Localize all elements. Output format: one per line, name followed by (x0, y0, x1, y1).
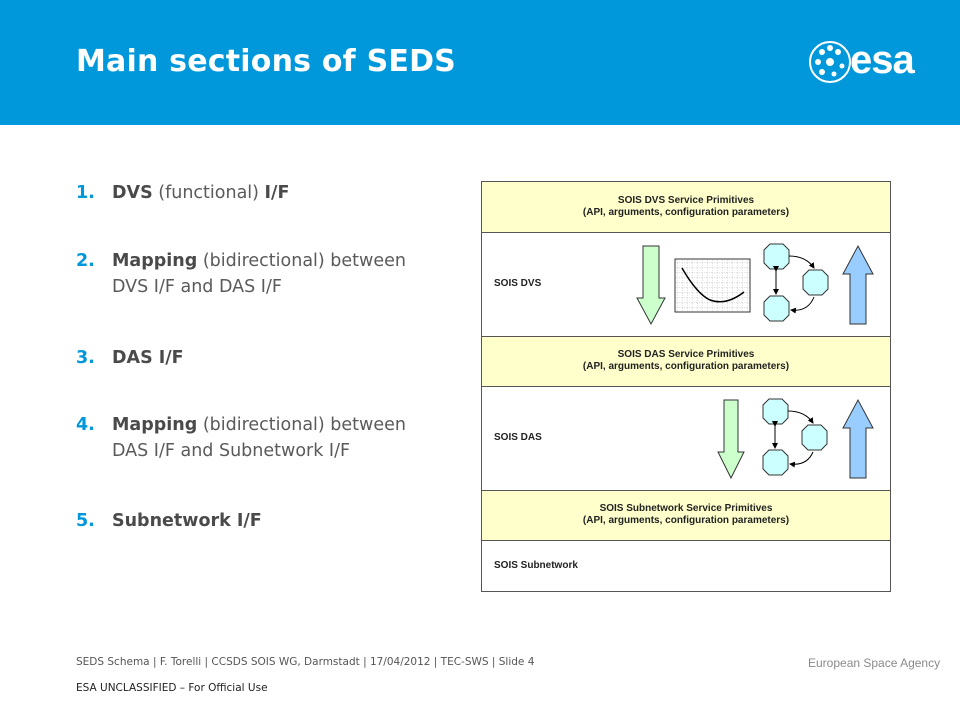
esa-logo-text: esa (850, 38, 914, 82)
connector-line (788, 411, 813, 423)
down-arrow-icon (637, 246, 665, 324)
connector-line (790, 452, 813, 464)
up-arrow-icon (843, 246, 873, 324)
dvs-layer-label: SOIS DVS (494, 278, 542, 289)
sois-layer-diagram (481, 181, 891, 592)
list-number: 5. (76, 511, 95, 531)
list-text: (functional) (152, 183, 265, 203)
list-number: 2. (76, 251, 95, 271)
connector-line (789, 256, 814, 268)
connector-line (791, 297, 814, 310)
node-icon (764, 296, 789, 321)
das-primitives-title: SOIS DAS Service Primitives (617, 349, 755, 360)
list-bold: DAS I/F (112, 348, 184, 368)
list-number: 4. (76, 415, 95, 435)
list-text: DAS I/F and Subnetwork I/F (112, 441, 351, 461)
dvs-primitives-subtitle: (API, arguments, configuration parameters) (582, 207, 790, 218)
subnetwork-primitives-title: SOIS Subnetwork Service Primitives (599, 503, 773, 514)
das-primitives-box (482, 336, 890, 387)
footer-info: SEDS Schema | F. Torelli | CCSDS SOIS WG, Darmstadt | 17/04/2012 | TEC-SWS | Slide 4 (76, 656, 535, 668)
slide-title: Main sections of SEDS (76, 44, 456, 79)
subnetwork-primitives-subtitle: (API, arguments, configuration parameters) (582, 515, 790, 526)
footer-classification: ESA UNCLASSIFIED – For Official Use (76, 682, 268, 694)
node-icon (763, 399, 788, 424)
curve-line (682, 268, 744, 302)
list-bold: Mapping (112, 415, 198, 435)
down-arrow-icon (718, 400, 744, 478)
node-icon (802, 425, 827, 450)
list-number: 3. (76, 348, 95, 368)
list-bold: DVS (112, 183, 153, 203)
subnetwork-layer-label: SOIS Subnetwork (494, 560, 578, 571)
list-bold: Subnetwork I/F (112, 511, 262, 531)
list-text: (bidirectional) between (197, 251, 406, 271)
node-icon (764, 244, 789, 269)
list-bold: Mapping (112, 251, 198, 271)
up-arrow-icon (843, 400, 873, 478)
dvs-primitives-box (482, 181, 890, 233)
subnetwork-primitives-box (482, 490, 890, 541)
node-icon (803, 270, 828, 295)
node-icon (763, 450, 788, 475)
list-number: 1. (76, 183, 95, 203)
list-bold: I/F (264, 183, 290, 203)
footer-agency: European Space Agency (808, 656, 941, 670)
curve-plot-icon (675, 259, 750, 312)
dvs-primitives-title: SOIS DVS Service Primitives (617, 195, 755, 206)
das-primitives-subtitle: (API, arguments, configuration parameters) (582, 361, 790, 372)
das-layer-label: SOIS DAS (494, 432, 542, 443)
list-text: DVS I/F and DAS I/F (112, 277, 282, 297)
list-text: (bidirectional) between (197, 415, 406, 435)
